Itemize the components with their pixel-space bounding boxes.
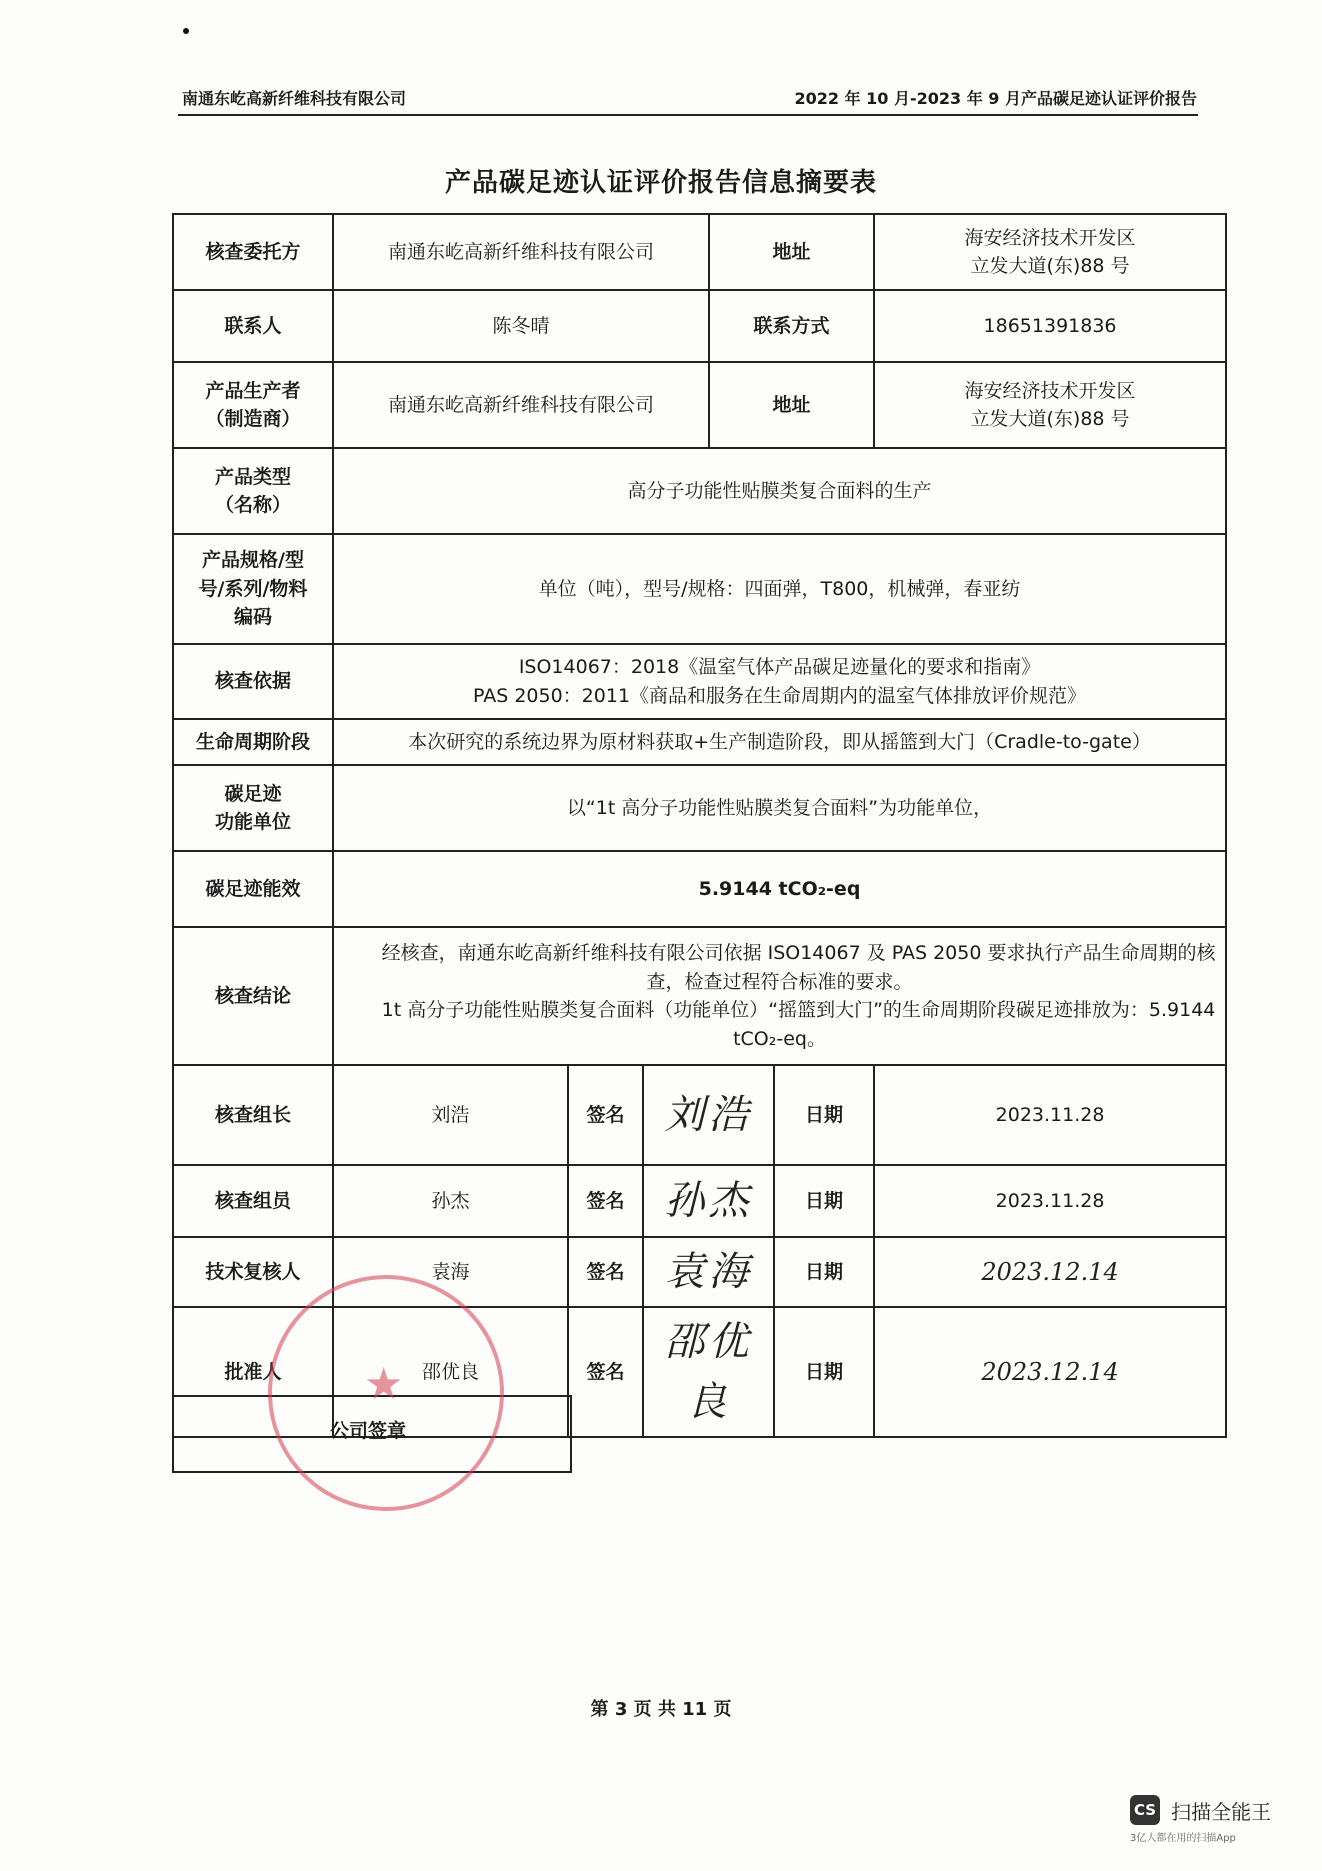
lifecycle-value: 本次研究的系统边界为原材料获取+生产制造阶段，即从摇篮到大门（Cradle-to-gate） [333, 719, 1226, 765]
handwritten-date: 2023.12.14 [981, 1258, 1119, 1286]
address-line-1: 海安经济技术开发区 [964, 226, 1136, 249]
signatory-date: 2023.11.28 [874, 1165, 1226, 1237]
producer-label [173, 362, 333, 448]
functional-unit-label-line-2: 功能单位 [214, 811, 291, 833]
table-row [173, 448, 1226, 534]
watermark-name: 扫描全能王 [1171, 1799, 1272, 1824]
functional-unit-value: 以“1t 高分子功能性贴膜类复合面料”为功能单位， [333, 765, 1226, 851]
conclusion-paragraph-1: 经核查，南通东屹高新纤维科技有限公司依据 ISO14067 及 PAS 2050 要求执行产品生命周期的核查，检查过程符合标准的要求。 [381, 942, 1216, 993]
spec-label-line-2: 号/系列/物料 [198, 577, 308, 600]
signature-label: 签名 [568, 1237, 643, 1307]
signature [643, 1307, 774, 1437]
client-label: 核查委托方 [173, 214, 333, 290]
spec-label-line-3: 编码 [233, 606, 272, 629]
product-type-label-line-1: 产品类型 [214, 465, 291, 488]
header-divider [178, 114, 1198, 116]
signature-label: 签名 [568, 1307, 643, 1437]
star-icon: ★ [364, 1359, 404, 1410]
signatory-row [173, 1065, 1226, 1165]
signatory-role: 核查组长 [173, 1065, 333, 1165]
conclusion-label: 核查结论 [173, 927, 333, 1065]
signatory-role: 技术复核人 [173, 1237, 333, 1307]
date-label: 日期 [774, 1237, 874, 1307]
basis-line-2: PAS 2050：2011《商品和服务在生命周期内的温室气体排放评价规范》 [472, 684, 1087, 707]
signature [643, 1237, 774, 1307]
spec-label [173, 534, 333, 644]
page-title: 产品碳足迹认证评价报告信息摘要表 [444, 168, 877, 198]
red-company-stamp [268, 1275, 504, 1511]
conclusion-paragraph-2: 1t 高分子功能性贴膜类复合面料（功能单位）“摇篮到大门”的生命周期阶段碳足迹排放为：5.9144 tCO₂-eq。 [381, 999, 1216, 1050]
efficiency-value: 5.9144 tCO₂-eq [333, 851, 1226, 927]
producer-address-line-2: 立发大道(东)88 号 [970, 408, 1130, 430]
signatory-role: 核查组员 [173, 1165, 333, 1237]
producer-address-line-1: 海安经济技术开发区 [964, 379, 1136, 402]
signature-label: 签名 [568, 1165, 643, 1237]
producer-value: 南通东屹高新纤维科技有限公司 [333, 362, 709, 448]
watermark-tagline: 3亿人都在用的扫描App [1130, 1833, 1236, 1844]
handwritten-signature: 袁海 [664, 1249, 753, 1295]
table-row [173, 719, 1226, 765]
efficiency-label: 碳足迹能效 [173, 851, 333, 927]
header-report-period: 2022 年 10 月-2023 年 9 月产品碳足迹认证评价报告 [794, 89, 1197, 108]
spec-value: 单位（吨），型号/规格：四面弹，T800，机械弹，春亚纺 [333, 534, 1226, 644]
signature [643, 1065, 774, 1165]
contact-method-label: 联系方式 [709, 290, 874, 362]
signature-label: 签名 [568, 1065, 643, 1165]
contact-label: 联系人 [173, 290, 333, 362]
signatory-date [874, 1237, 1226, 1307]
contact-value: 陈冬晴 [333, 290, 709, 362]
table-row [173, 644, 1226, 719]
date-label: 日期 [774, 1065, 874, 1165]
address-line-2: 立发大道(东)88 号 [970, 255, 1130, 277]
cs-logo-icon: CS [1130, 1795, 1160, 1825]
handwritten-date: 2023.12.14 [981, 1358, 1119, 1386]
date-label: 日期 [774, 1307, 874, 1437]
signatory-name: 袁海 [333, 1237, 568, 1307]
signatory-role: 批准人 [173, 1307, 333, 1437]
client-value: 南通东屹高新纤维科技有限公司 [333, 214, 709, 290]
product-type-label-line-2: （名称） [214, 494, 291, 516]
scan-speck [183, 28, 189, 34]
producer-address-value [874, 362, 1226, 448]
table-row [173, 534, 1226, 644]
signatory-name: 邵优良 [333, 1307, 568, 1437]
address-label: 地址 [709, 214, 874, 290]
signature [643, 1165, 774, 1237]
table-row [173, 765, 1226, 851]
table-row [173, 290, 1226, 362]
conclusion-value [333, 927, 1226, 1065]
handwritten-signature: 刘浩 [664, 1092, 753, 1138]
handwritten-signature: 孙杰 [664, 1178, 753, 1224]
basis-line-1: ISO14067：2018《温室气体产品碳足迹量化的要求和指南》 [518, 656, 1041, 678]
producer-label-line-1: 产品生产者 [205, 379, 301, 402]
address-value [874, 214, 1226, 290]
spec-label-line-1: 产品规格/型 [202, 549, 304, 572]
signatory-name: 孙杰 [333, 1165, 568, 1237]
functional-unit-label [173, 765, 333, 851]
producer-label-line-2: （制造商） [205, 408, 301, 430]
table-row [173, 362, 1226, 448]
functional-unit-label-line-1: 碳足迹 [224, 782, 282, 805]
summary-table [172, 213, 1227, 1438]
lifecycle-label: 生命周期阶段 [173, 719, 333, 765]
table-row [173, 851, 1226, 927]
table-row [173, 214, 1226, 290]
basis-value [333, 644, 1226, 719]
basis-label: 核查依据 [173, 644, 333, 719]
producer-address-label: 地址 [709, 362, 874, 448]
page-number: 第 3 页 共 11 页 [590, 1699, 732, 1720]
signatory-name: 刘浩 [333, 1065, 568, 1165]
date-label: 日期 [774, 1165, 874, 1237]
product-type-label [173, 448, 333, 534]
signatory-row [173, 1165, 1226, 1237]
header-company: 南通东屹高新纤维科技有限公司 [182, 89, 407, 108]
product-type-value: 高分子功能性贴膜类复合面料的生产 [333, 448, 1226, 534]
contact-method-value: 18651391836 [874, 290, 1226, 362]
company-seal-label: 公司签章 [330, 1420, 407, 1442]
handwritten-signature: 邵优良 [664, 1319, 753, 1425]
signatory-date [874, 1307, 1226, 1437]
signatory-date: 2023.11.28 [874, 1065, 1226, 1165]
scanner-watermark [1130, 1795, 1271, 1844]
table-row [173, 927, 1226, 1065]
